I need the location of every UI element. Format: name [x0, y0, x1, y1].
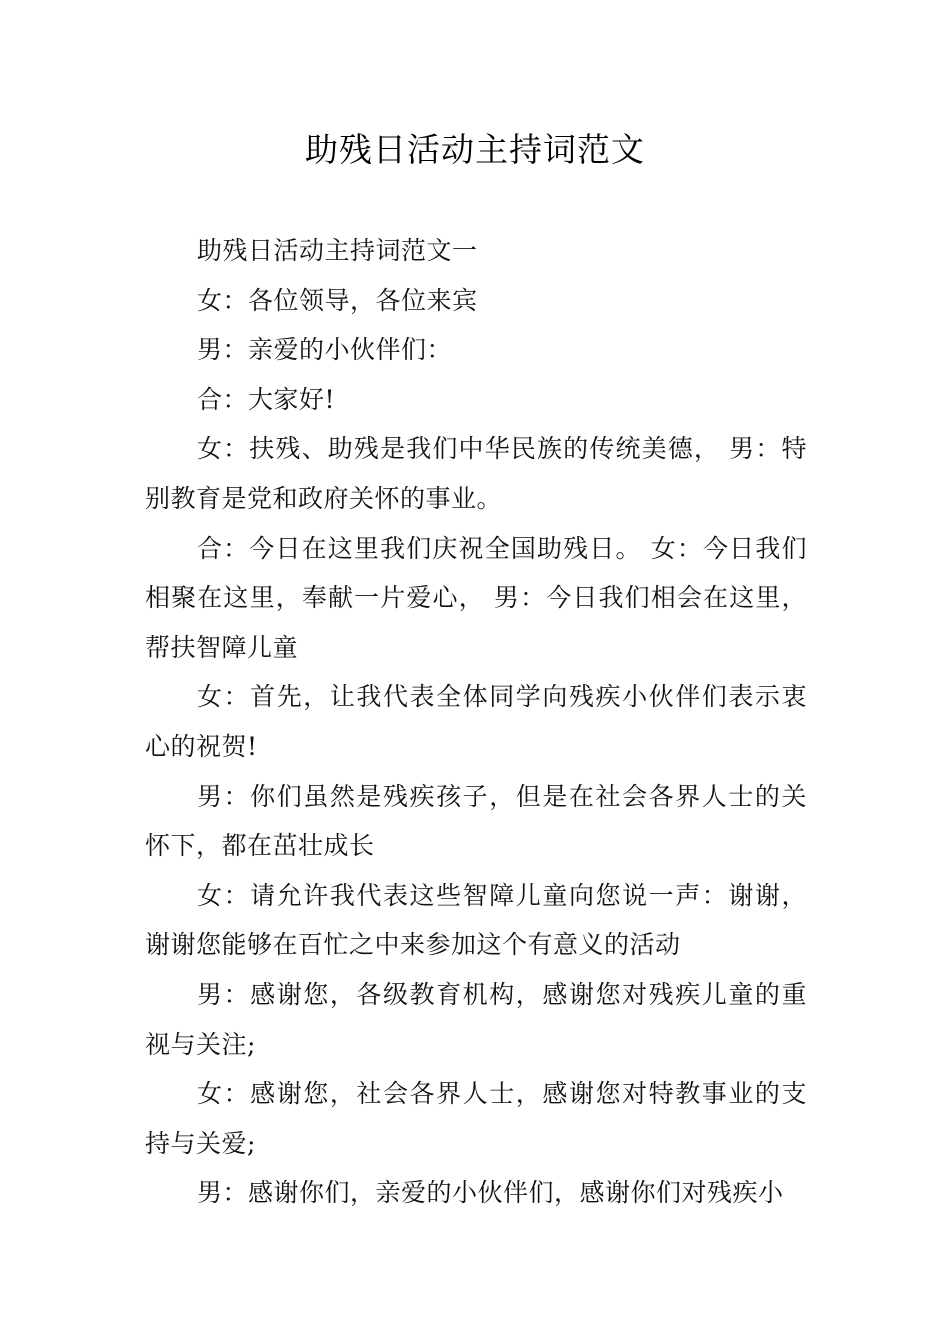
document-title: 助残日活动主持词范文 [305, 130, 645, 169]
paragraph-4: 合：大家好! [197, 384, 336, 414]
paragraph-9: 女：请允许我代表这些智障儿童向您说一声：谢谢，谢谢您能够在百忙之中来参加这个有意义的活动 [145, 880, 807, 960]
document-body [145, 226, 807, 1218]
paragraph-1: 助残日活动主持词范文一 [197, 236, 478, 265]
paragraph-3: 男：亲爱的小伙伴们： [197, 335, 453, 365]
paragraph-6: 合：今日在这里我们庆祝全国助残日。 女：今日我们相聚在这里，奉献一片爱心， 男：今日我们相会在这里，帮扶智障儿童 [145, 533, 807, 662]
paragraph-10: 男：感谢您，各级教育机构，感谢您对残疾儿童的重视与关注; [145, 979, 807, 1059]
paragraph-11: 女：感谢您，社会各界人士，感谢您对特教事业的支持与关爱; [145, 1079, 807, 1158]
paragraph-7: 女：首先，让我代表全体同学向残疾小伙伴们表示衷心的祝贺! [145, 682, 807, 761]
paragraph-5: 女：扶残、助残是我们中华民族的传统美德， 男：特别教育是党和政府关怀的事业。 [145, 434, 807, 513]
paragraph-2: 女：各位领导，各位来宾 [197, 285, 478, 315]
paragraph-12: 男：感谢你们，亲爱的小伙伴们，感谢你们对残疾小 [197, 1178, 784, 1208]
paragraph-8: 男：你们虽然是残疾孩子，但是在社会各界人士的关怀下，都在茁壮成长 [145, 781, 807, 861]
